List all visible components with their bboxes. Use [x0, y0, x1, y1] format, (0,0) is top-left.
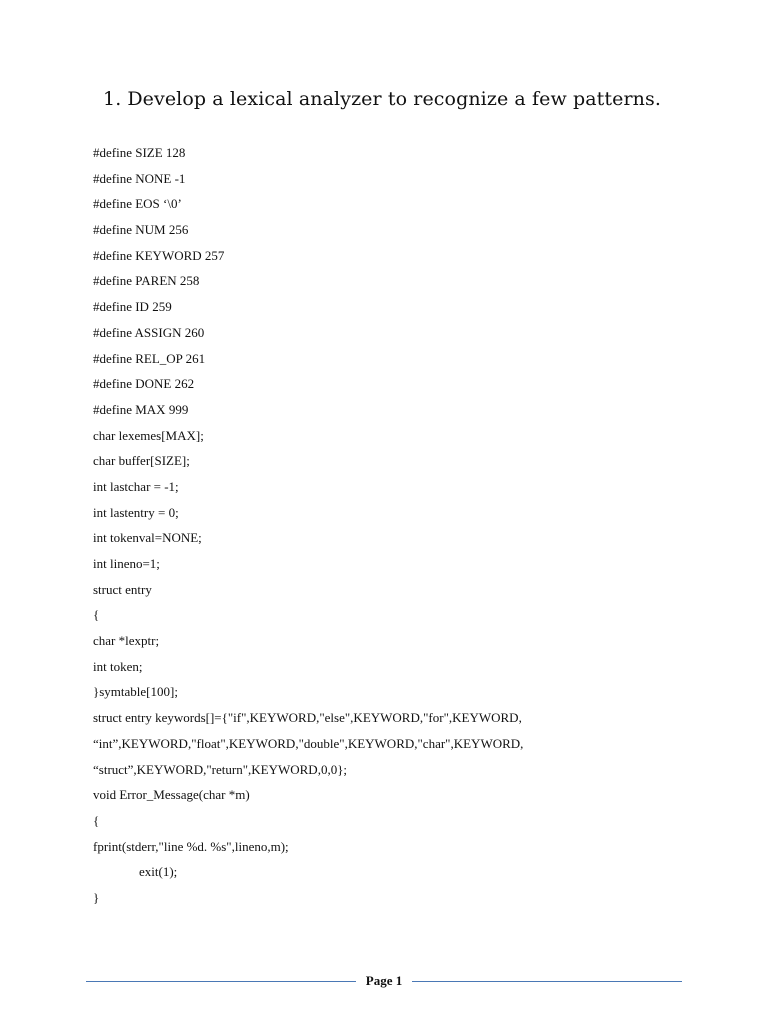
code-line: #define DONE 262 — [93, 376, 195, 392]
code-line: “int”,KEYWORD,"float",KEYWORD,"double",KEYWORD,"char",KEYWORD, — [93, 735, 524, 751]
footer-rule-left — [86, 981, 356, 982]
code-line: #define NONE -1 — [93, 170, 186, 186]
code-line: #define PAREN 258 — [93, 273, 200, 289]
code-listing — [93, 143, 523, 914]
code-line: “struct”,KEYWORD,"return",KEYWORD,0,0}; — [93, 761, 348, 777]
page-footer — [86, 970, 682, 992]
code-line: #define ID 259 — [93, 299, 172, 315]
section-title: Develop a lexical analyzer to recognize a few patterns. — [127, 88, 661, 110]
page-number: Page 1 — [365, 973, 403, 988]
code-line: struct entry — [93, 581, 152, 597]
code-line: #define NUM 256 — [93, 222, 189, 238]
code-line: #define REL_OP 261 — [93, 350, 206, 366]
code-line: exit(1); — [139, 864, 178, 880]
section-number: 1. — [103, 88, 122, 110]
code-line: { — [93, 812, 100, 828]
code-line: #define SIZE 128 — [93, 145, 186, 160]
code-line: }symtable[100]; — [93, 684, 178, 700]
section-heading — [103, 88, 661, 110]
code-line: struct entry keywords[]={"if",KEYWORD,"else",KEYWORD,"for",KEYWORD, — [93, 710, 522, 726]
code-line: int token; — [93, 658, 143, 674]
code-line: char buffer[SIZE]; — [93, 453, 190, 469]
code-line: char lexemes[MAX]; — [93, 427, 204, 443]
code-line: int tokenval=NONE; — [93, 530, 202, 546]
code-line: char *lexptr; — [93, 633, 160, 649]
code-line: #define EOS ‘\0’ — [93, 196, 182, 212]
code-line: fprint(stderr,"line %d. %s",lineno,m); — [93, 838, 289, 854]
code-line: void Error_Message(char *m) — [93, 787, 250, 803]
code-line: #define KEYWORD 257 — [93, 247, 225, 263]
code-line: } — [93, 889, 100, 905]
code-line: #define ASSIGN 260 — [93, 324, 205, 340]
code-line: { — [93, 607, 100, 623]
code-line: int lineno=1; — [93, 556, 160, 571]
code-line: int lastchar = -1; — [93, 478, 179, 494]
code-line: #define MAX 999 — [93, 401, 189, 417]
footer-rule-right — [412, 981, 682, 982]
code-line: int lastentry = 0; — [93, 504, 179, 520]
